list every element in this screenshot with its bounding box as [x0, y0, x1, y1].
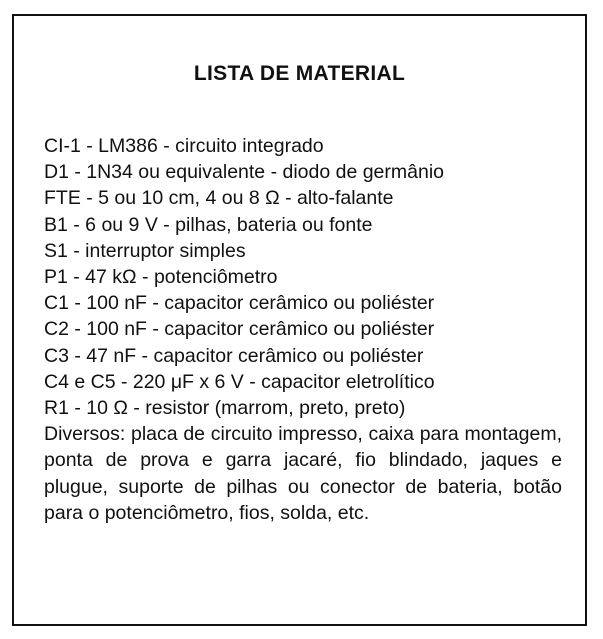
- list-item-ci1: CI-1 - LM386 - circuito integrado: [44, 135, 324, 157]
- material-list-box: [12, 14, 587, 626]
- list-item-s1: S1 - interruptor simples: [44, 239, 246, 262]
- material-list: [44, 133, 562, 526]
- list-item-c2: C2 - 100 nF - capacitor cerâmico ou poliéster: [44, 318, 435, 341]
- list-item-diversos: Diversos: placa de circuito impresso, caixa para montagem, ponta de prova e garra jacaré, fio blindado, jaques e plugue, suporte de pilhas ou conector de bateria, botão para o potenciômetro, fios, solda, etc.: [44, 423, 562, 524]
- list-item-b1: B1 - 6 ou 9 V - pilhas, bateria ou fonte: [44, 213, 373, 236]
- list-item-r1: R1 - 10 Ω - resistor (marrom, preto, preto): [44, 397, 406, 420]
- list-item-d1: D1 - 1N34 ou equivalente - diodo de germânio: [44, 161, 445, 184]
- list-item-p1: P1 - 47 kΩ - potenciômetro: [44, 266, 278, 289]
- list-item-c1: C1 - 100 nF - capacitor cerâmico ou poliéster: [44, 292, 435, 315]
- list-item-c3: C3 - 47 nF - capacitor cerâmico ou poliéster: [44, 344, 424, 367]
- list-title: LISTA DE MATERIAL: [193, 62, 406, 85]
- list-item-c4-c5: C4 e C5 - 220 μF x 6 V - capacitor eletrolítico: [44, 370, 435, 393]
- list-item-fte: FTE - 5 ou 10 cm, 4 ou 8 Ω - alto-falante: [44, 187, 394, 210]
